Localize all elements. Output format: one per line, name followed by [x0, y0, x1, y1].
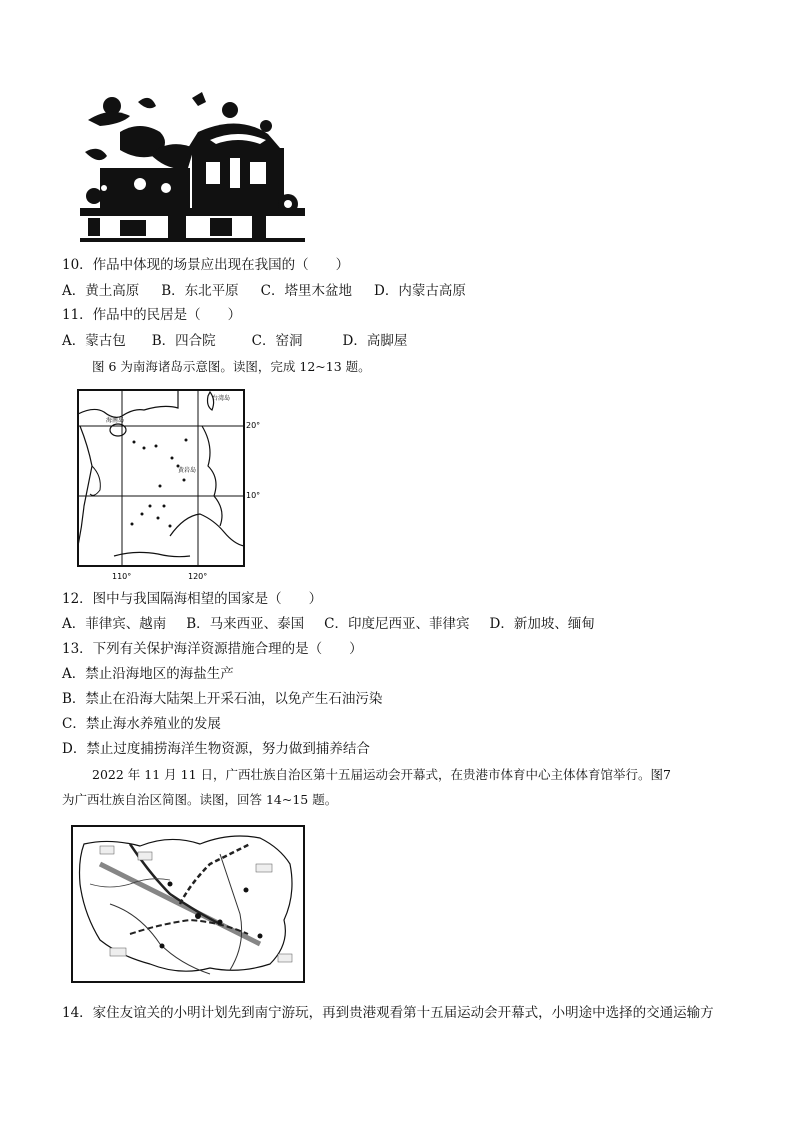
lon-label-120: 120° — [188, 572, 208, 581]
question-12-options — [62, 615, 617, 633]
intro-12-13: 图 6 为南海诸岛示意图。读图，完成 12~13 题。 — [92, 359, 371, 374]
intro-14-15-line2: 为广西壮族自治区简图。读图，回答 14~15 题。 — [62, 792, 338, 807]
question-12-stem: 12．图中与我国隔海相望的国家是（ ） — [62, 591, 323, 607]
option-a[interactable]: A．黄土高原 — [62, 283, 140, 299]
map-label-huangyan: 黄岩岛 — [178, 467, 197, 474]
option-d[interactable]: D．内蒙古高原 — [374, 283, 466, 299]
question-10-stem: 10．作品中体现的场景应出现在我国的（ ） — [62, 257, 350, 273]
guangxi-map — [70, 824, 308, 986]
option-a[interactable]: A．蒙古包 — [62, 333, 126, 349]
map-label-hainan: 海南岛 — [106, 417, 125, 424]
option-a[interactable]: A．菲律宾、越南 — [62, 616, 167, 632]
question-13-option-c[interactable]: C．禁止海水养殖业的发展 — [62, 716, 221, 732]
question-14-stem: 14．家住友谊关的小明计划先到南宁游玩，再到贵港观看第十五届运动会开幕式，小明途中选择的交通运输方 — [62, 1005, 714, 1021]
option-c[interactable]: C．窑洞 — [251, 333, 303, 349]
south-china-sea-map — [74, 386, 274, 582]
question-11-stem: 11．作品中的民居是（ ） — [62, 307, 242, 323]
option-d[interactable]: D．高脚屋 — [342, 333, 408, 349]
paper-cut-figure — [80, 92, 305, 250]
option-c[interactable]: C．塔里木盆地 — [260, 283, 353, 299]
question-13-stem: 13．下列有关保护海洋资源措施合理的是（ ） — [62, 641, 363, 657]
lon-label-110: 110° — [112, 572, 132, 581]
option-b[interactable]: B．马来西亚、泰国 — [186, 616, 305, 632]
option-c[interactable]: C．印度尼西亚、菲律宾 — [324, 616, 470, 632]
question-13-option-b[interactable]: B．禁止在沿海大陆架上开采石油，以免产生石油污染 — [62, 691, 383, 707]
lat-label-10: 10° — [246, 491, 261, 500]
lat-label-20: 20° — [246, 421, 261, 430]
option-b[interactable]: B．东北平原 — [161, 283, 239, 299]
question-13-option-a[interactable]: A．禁止沿海地区的海盐生产 — [62, 666, 234, 682]
question-10-options — [62, 282, 488, 300]
intro-14-15-line1: 2022 年 11 月 11 日，广西壮族自治区第十五届运动会开幕式，在贵港市体育中心主体体育馆举行。图7 — [92, 767, 671, 782]
option-d[interactable]: D．新加坡、缅甸 — [489, 616, 595, 632]
map-label-taiwan: 台湾岛 — [212, 395, 231, 402]
option-b[interactable]: B．四合院 — [151, 333, 216, 349]
question-11-options — [62, 332, 429, 350]
question-13-option-d[interactable]: D．禁止过度捕捞海洋生物资源，努力做到捕养结合 — [62, 741, 370, 757]
